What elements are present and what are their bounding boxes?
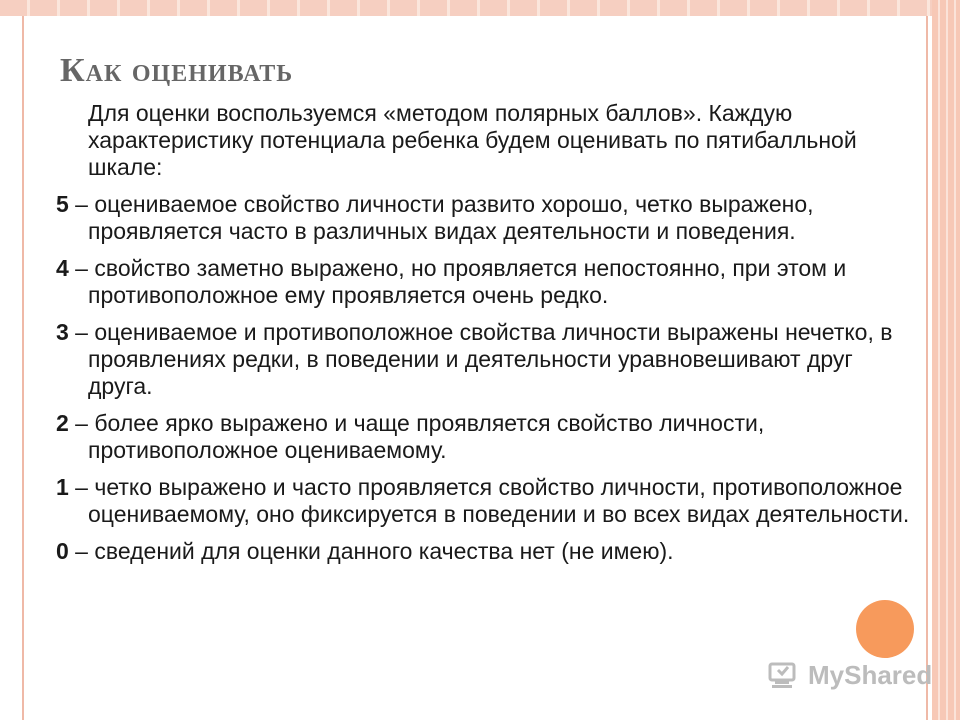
scale-item — [56, 474, 916, 528]
scale-description: – оцениваемое и противоположное свойства личности выражены нечетко, в проявлениях редки, в поведении и деятельности уравновешивают друг друга. — [68, 319, 893, 399]
decorative-orange-circle — [856, 600, 914, 658]
myshared-logo-icon — [766, 658, 802, 692]
scale-item — [56, 255, 916, 309]
scale-grade: 5 — [56, 191, 69, 217]
slide-title: Как оценивать — [60, 52, 294, 89]
scale-item — [56, 410, 916, 464]
scale-item — [56, 319, 916, 400]
scale-description: – оцениваемое свойство личности развито хорошо, четко выражено, проявляется часто в различных видах деятельности и поведения. — [68, 191, 814, 244]
scale-item — [56, 191, 916, 245]
watermark-text: MyShared — [808, 659, 933, 690]
right-decorative-band — [932, 0, 960, 720]
scale-grade: 1 — [56, 474, 69, 500]
scale-item — [56, 538, 916, 565]
intro-paragraph: Для оценки воспользуемся «методом полярных баллов». Каждую характеристику потенциала ребенка будем оценивать по пятибалльной шкале: — [88, 100, 857, 180]
slide-content — [56, 100, 916, 575]
scale-description: – четко выражено и часто проявляется свойство личности, противоположное оцениваемому, оно фиксируется в поведении и во всех видах деятельности. — [68, 474, 910, 527]
myshared-watermark[interactable] — [766, 655, 932, 695]
scale-description: – более ярко выражено и чаще проявляется свойство личности, противоположное оцениваемому. — [68, 410, 765, 463]
scale-description: – свойство заметно выражено, но проявляется непостоянно, при этом и противоположное ему проявляется очень редко. — [68, 255, 847, 308]
scale-grade: 4 — [56, 255, 69, 281]
scale-grade: 3 — [56, 319, 69, 345]
scale-grade: 0 — [56, 538, 69, 564]
top-decorative-stripe — [0, 0, 960, 16]
scale-description: – сведений для оценки данного качества нет (не имею). — [68, 538, 674, 564]
scale-grade: 2 — [56, 410, 69, 436]
